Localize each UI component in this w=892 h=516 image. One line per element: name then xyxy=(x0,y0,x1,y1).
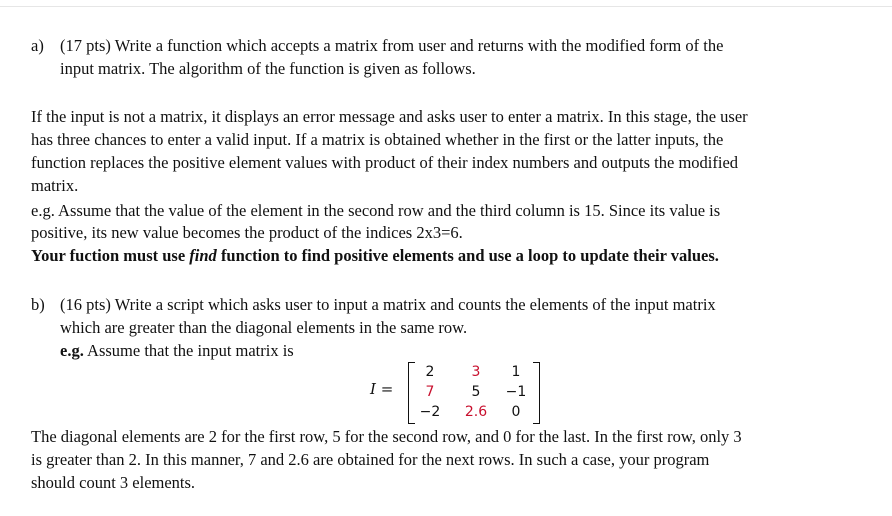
eg-text: Assume that the input matrix is xyxy=(83,341,294,360)
paragraph-line-4: matrix. xyxy=(31,176,79,195)
top-divider xyxy=(0,6,892,7)
matrix-cell-r1c1: 2 xyxy=(425,364,435,380)
eg-label: e.g. xyxy=(60,341,84,360)
matrix-cell-r3c1: −2 xyxy=(419,404,441,420)
matrix-lhs xyxy=(370,380,393,398)
part-a-label: a) xyxy=(31,36,44,55)
requirement-prefix: Your fuction must use xyxy=(31,246,190,265)
matrix-cell-r3c3: 0 xyxy=(511,404,521,420)
example-matrix xyxy=(370,360,550,424)
part-b-line-2: which are greater than the diagonal elements in the same row. xyxy=(60,318,468,337)
matrix-cell-r3c2: 2.6 xyxy=(464,404,488,420)
requirement-suffix: function to find positive elements and use a loop to update their values. xyxy=(216,246,719,265)
matrix-cell-r2c2: 5 xyxy=(471,384,481,400)
paragraph-line-3: function replaces the positive element values with product of their index numbers and outputs the modified xyxy=(31,153,739,172)
matrix-cell-r1c3: 1 xyxy=(511,364,521,380)
requirement-find-keyword: find xyxy=(189,246,217,265)
conclusion-line-3: should count 3 elements. xyxy=(31,473,196,492)
matrix-cell-r2c3: −1 xyxy=(505,384,527,400)
part-b-example xyxy=(60,340,294,362)
matrix-cell-r1c2: 3 xyxy=(471,364,481,380)
paragraph-line-2: has three chances to enter a valid input. If a matrix is obtained whether in the first or the latter inputs, the xyxy=(31,130,724,149)
part-b-label: b) xyxy=(31,295,45,314)
matrix-equals: = xyxy=(380,380,394,398)
paragraph-line-1: If the input is not a matrix, it displays an error message and asks user to enter a matrix. In this stage, the user xyxy=(31,107,748,126)
part-b-line-1: (16 pts) Write a script which asks user to input a matrix and counts the elements of the input matrix xyxy=(60,295,716,314)
conclusion-line-1: The diagonal elements are 2 for the first row, 5 for the second row, and 0 for the last. In the first row, only 3 xyxy=(31,427,742,446)
matrix-name: I xyxy=(370,380,376,398)
part-a-line-1: (17 pts) Write a function which accepts a matrix from user and returns with the modified form of the xyxy=(60,36,724,55)
part-a-line-2: input matrix. The algorithm of the function is given as follows. xyxy=(60,59,476,78)
conclusion-line-2: is greater than 2. In this manner, 7 and 2.6 are obtained for the next rows. In such a case, your program xyxy=(31,450,710,469)
requirement-line xyxy=(31,245,719,267)
matrix-cell-r2c1: 7 xyxy=(425,384,435,400)
example-line-2: positive, its new value becomes the product of the indices 2x3=6. xyxy=(31,223,463,242)
example-line-1: e.g. Assume that the value of the element in the second row and the third column is 15. Since its value is xyxy=(31,201,721,220)
